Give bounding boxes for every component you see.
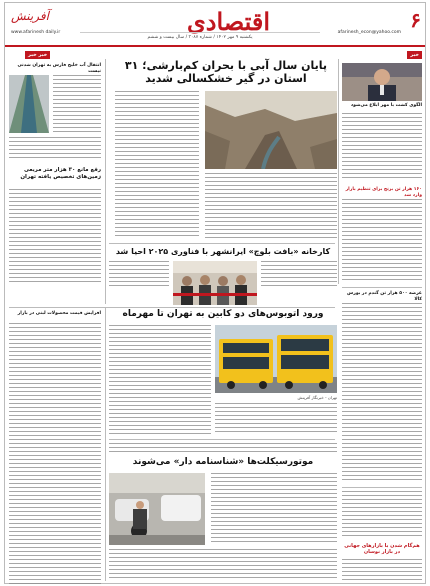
section-divider [109,243,335,244]
footer-text [342,491,422,539]
double-decker-bus-photo [215,325,337,393]
bus-photo-caption: تهران - خبرنگار آفرینش [297,395,337,400]
lead-headline: پایان سال آبی با بحران کم‌بارشی؛ ۳۱ استان در گیر خشکسالی شدید [124,59,328,86]
website-link[interactable]: www.afarinesh daily.ir [11,30,61,35]
footer-headline: هم‌گام شدن با بازارهای جهانی در بازار نوسان [344,543,420,556]
drought-photo [205,91,337,169]
masthead [5,3,425,47]
section-divider [109,439,335,440]
lead-body-text [205,173,337,239]
page-number: ۶ [410,8,421,32]
story4-kicker [109,443,337,455]
motorcycle-street-photo [109,473,205,545]
factory-ceremony-photo [173,261,257,305]
left-body-text [9,137,101,161]
story3-text [109,325,211,435]
news-tag-right: خبر [407,51,422,59]
left-body-text [53,75,101,133]
section-divider [9,307,335,308]
section-divider [342,487,422,488]
story3-text [215,403,337,435]
right-brief2-headline: ۱۶۰ هزار تن برنج برای تنظیم بازار وارد شد [345,187,422,198]
story4-text [109,549,337,581]
footer-text [342,559,422,581]
story2-text [109,261,169,289]
left-mid-text [9,189,101,285]
newspaper-page [4,2,426,584]
right-brief2-text [342,199,422,283]
section-divider [342,287,422,288]
column-divider [105,307,106,581]
dateline: یکشنبه ۹ مهر ۱۴۰۲ / شماره ۳۰۸۷ / سال بیست و ششم [80,32,320,40]
story4-text [211,473,337,545]
story2-headline: کارخانه «بافت بلوچ» ایرانشهر با فناوری ۲۰۲۵ احیا شد [115,247,331,256]
story2-text [261,261,337,289]
left-headline: انتقال آب خلیج فارس به تهران شدنی نیست [17,63,101,74]
news-tag-left: خبر خبر [25,51,50,59]
water-transfer-photo [9,75,49,133]
bottom-right-text [342,303,422,483]
section-email: afarinesh_econ@yahoo.com [337,30,401,35]
story4-headline: موتورسیکلت‌ها «شناسنامه دار» می‌شوند [132,457,314,467]
column-divider [105,59,106,304]
story3-headline: ورود اتوبوس‌های دو کابین به تهران تا مهرماه [122,309,324,319]
left-mid-headline: رفع مانع ۳۰ هزار متر مربعی زمین‌های تخصیص یافته تهران [20,167,101,180]
right-brief-text [342,113,422,179]
lead-body-text [115,91,199,239]
column-divider [338,59,339,284]
official-portrait-photo [342,63,422,101]
bottom-left-text [9,323,101,586]
brand-logo: آفرینش [11,9,49,23]
bottom-left-headline: افزایش قیمت محصولات لبنی در بازار [17,311,101,316]
right-brief-headline: الگوی کشت با مهر ابلاغ می‌شود [350,103,422,108]
section-title: اقتصادی [187,7,270,36]
bottom-right-headline: عرضه ۵۰۰ هزار تن گندم در بورس کالا [347,291,422,302]
